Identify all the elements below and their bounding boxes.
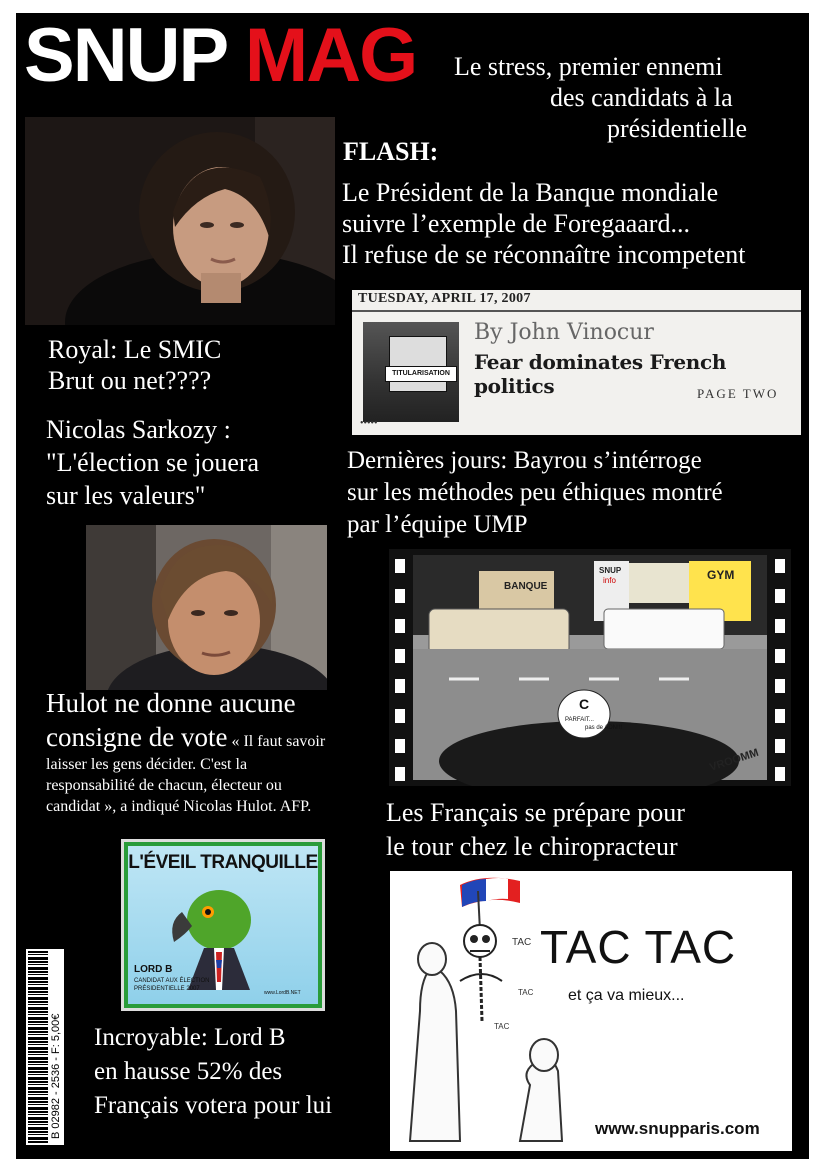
hulot-quote-1: « Il faut savoir	[227, 733, 326, 750]
hulot-quote	[46, 754, 406, 817]
clip-sign	[389, 336, 447, 392]
royal-photo	[25, 117, 335, 325]
stress-line-3: présidentielle	[607, 114, 748, 143]
bayrou-line-1: Dernières jours: Bayrou s’intérroge	[347, 447, 702, 474]
chiro-text	[386, 796, 685, 864]
masthead-mag: MAG	[244, 13, 417, 98]
hulot-text	[46, 721, 396, 754]
hulot-portrait	[86, 525, 327, 690]
lordb-caption	[94, 1021, 332, 1123]
barcode	[26, 949, 64, 1145]
clip-page: PAGE TWO	[697, 386, 779, 401]
bayrou-line-2: sur les méthodes peu éthiques montré	[347, 479, 723, 506]
royal-line-1: Royal: Le SMIC	[48, 335, 222, 364]
hulot-photo	[86, 525, 327, 690]
sarkozy-line-2: "L'élection se jouera	[46, 448, 260, 477]
chiro-line-1: Les Français se prépare pour	[386, 798, 685, 827]
bayrou-line-3: par l’équipe UMP	[347, 511, 528, 538]
clip-stars: •••••	[360, 418, 378, 429]
magazine-cover	[16, 13, 809, 1159]
flash-line-2: suivre l’exemple de Foregaaard...	[342, 209, 690, 238]
tac-title: TAC TAC	[540, 921, 737, 973]
royal-portrait	[25, 117, 335, 325]
stress-headline	[454, 51, 794, 144]
hulot-quote-4: candidat », a indiqué Nicolas Hulot. AFP.	[46, 798, 312, 815]
poster-sub2: PRÉSIDENTIELLE 2007	[134, 986, 200, 992]
cartoon-banque: BANQUE	[504, 581, 548, 592]
tac-small-3: TAC	[494, 1022, 510, 1031]
cartoon-snup: SNUP	[599, 566, 622, 575]
flash-text	[342, 177, 802, 270]
tac-small-1: TAC	[512, 937, 532, 948]
cartoon-vroom: VROOMM	[708, 746, 761, 774]
lordb-line-1: Incroyable: Lord B	[94, 1024, 286, 1051]
cartoon-gym: GYM	[707, 568, 735, 582]
tac-tac-drawing	[390, 871, 792, 1151]
chiro-line-2: le tour chez le chiropracteur	[386, 832, 678, 861]
poster-name: LORD B	[134, 964, 173, 975]
newspaper-clipping	[352, 290, 801, 435]
flash-line-1: Le Président de la Banque mondiale	[342, 178, 719, 207]
clip-byline: By John Vinocur	[474, 320, 654, 345]
clip-photo	[363, 322, 459, 422]
sarkozy-quote	[46, 413, 259, 512]
tac-small-2: TAC	[518, 988, 534, 997]
clip-sign-text: TITULARISATION	[385, 366, 457, 382]
bubble-line2: pas de ADN!!!	[585, 725, 623, 731]
hulot-line-2: consigne de vote	[46, 722, 228, 752]
bubble-line1: PARFAIT...	[565, 717, 594, 723]
hulot-line-1: Hulot ne donne aucune	[46, 688, 296, 718]
poster-sub1: CANDIDAT AUX ÉLECTION	[134, 978, 210, 984]
masthead-snup: SNUP	[24, 13, 226, 98]
cartoon-filmstrip	[389, 549, 791, 786]
barcode-text: B 02982 - 2536 - F: 5,00€	[50, 1013, 62, 1139]
hulot-quote-2: laisser les gens décider. C'est la	[46, 756, 248, 773]
stress-line-1: Le stress, premier ennemi	[454, 52, 723, 81]
barcode-bars	[28, 951, 48, 1143]
sarkozy-line-1: Nicolas Sarkozy :	[46, 415, 231, 444]
tac-sub: et ça va mieux...	[568, 987, 685, 1004]
bayrou-text	[347, 445, 723, 541]
flash-line-3: Il refuse de se réconnaître incompetent	[342, 240, 746, 269]
poster-url: www.LordB.NET	[264, 990, 301, 996]
royal-line-2: Brut ou net????	[48, 366, 212, 395]
clip-rule	[352, 310, 801, 312]
clip-headline: Fear dominates French politics	[474, 350, 727, 398]
cartoon-scene	[389, 549, 791, 786]
tac-tac-cartoon	[390, 871, 792, 1151]
bubble-big: C	[579, 696, 590, 712]
tac-url: www.snupparis.com	[595, 1119, 760, 1138]
stress-line-2: des candidats à la	[550, 83, 733, 112]
clip-date: TUESDAY, APRIL 17, 2007	[358, 291, 531, 306]
poster-title: L'ÉVEIL TRANQUILLE	[128, 852, 318, 873]
sarkozy-line-3: sur les valeurs"	[46, 481, 206, 510]
flash-label: FLASH:	[343, 137, 439, 166]
lordb-poster	[121, 839, 325, 1011]
hulot-quote-3: responsabilité de chacun, électeur ou	[46, 777, 282, 794]
parrot-illustration	[164, 882, 274, 992]
lordb-line-2: en hausse 52% des	[94, 1058, 283, 1085]
cartoon-info: info	[603, 576, 616, 585]
royal-caption	[48, 334, 221, 396]
masthead	[24, 13, 416, 101]
lordb-line-3: Français votera pour lui	[94, 1092, 333, 1119]
